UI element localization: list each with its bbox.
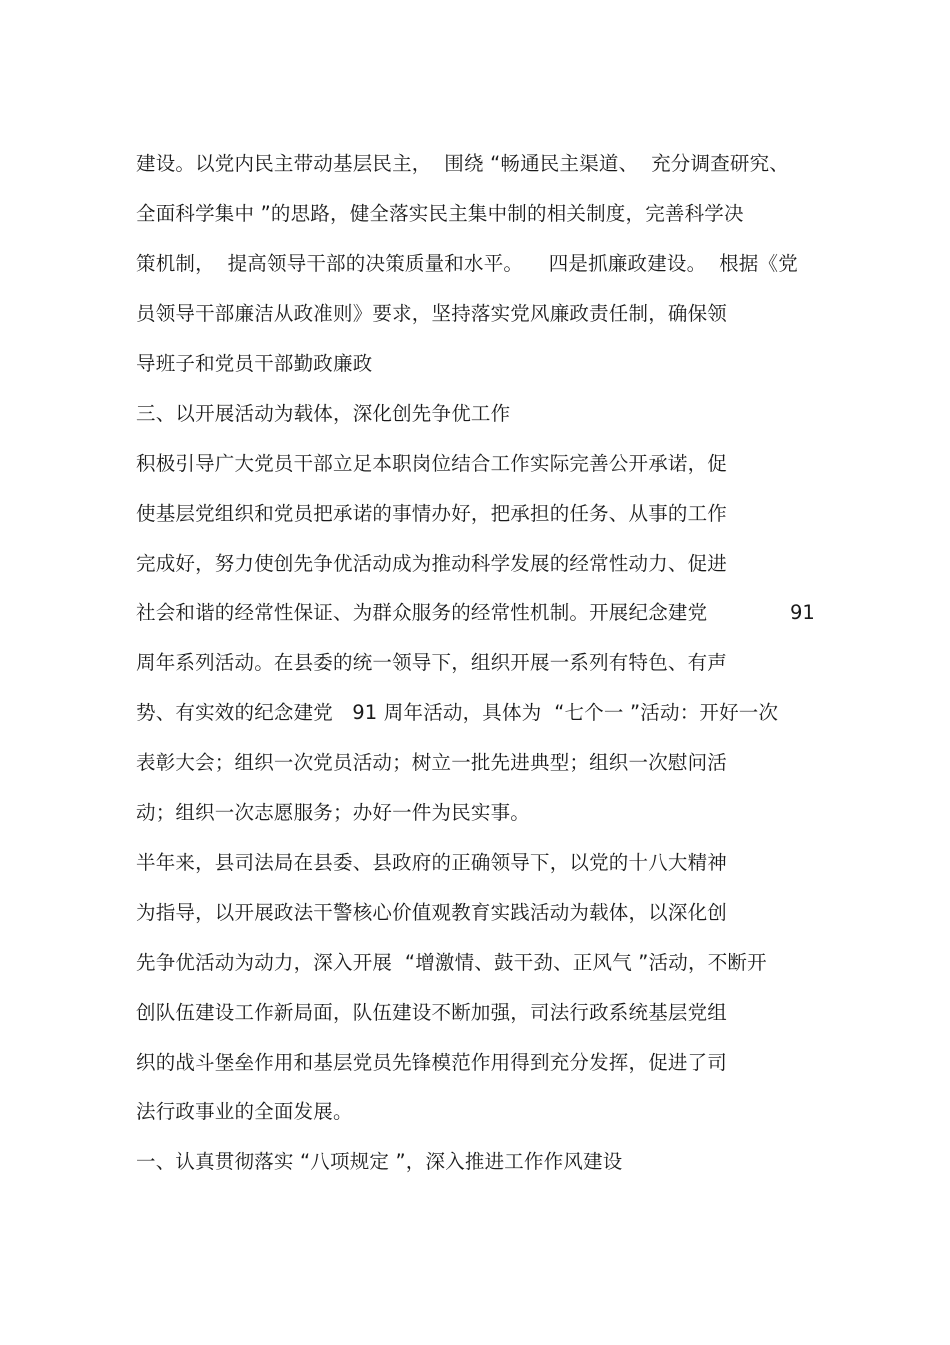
section-heading: 一、认真贯彻落实 “八项规定 ”，深入推进工作作风建设 bbox=[136, 1150, 623, 1173]
text-line: 建设。以党内民主带动基层民主， 围绕 “畅通民主渠道、 充分调查研究、 bbox=[136, 152, 789, 175]
text-line: 策机制， 提高领导干部的决策质量和水平。 四是抓廉政建设。 根据《党 bbox=[136, 252, 798, 275]
text-line: 表彰大会；组织一次党员活动；树立一批先进典型；组织一次慰问活 bbox=[136, 751, 728, 774]
text-line: 员领导干部廉洁从政准则》要求，坚持落实党风廉政责任制，确保领 bbox=[136, 302, 728, 325]
text-line: 完成好，努力使创先争优活动成为推动科学发展的经常性动力、促进 bbox=[136, 552, 728, 575]
text-line: 使基层党组织和党员把承诺的事情办好，把承担的任务、从事的工作 bbox=[136, 502, 728, 525]
text-line: 全面科学集中 ”的思路，健全落实民主集中制的相关制度，完善科学决 bbox=[136, 202, 744, 225]
text-line: 半年来，县司法局在县委、县政府的正确领导下，以党的十八大精神 bbox=[136, 851, 728, 874]
text-line: 法行政事业的全面发展。 bbox=[136, 1100, 353, 1123]
text-line: 创队伍建设工作新局面，队伍建设不断加强，司法行政系统基层党组 bbox=[136, 1001, 728, 1024]
text-line: 社会和谐的经常性保证、为群众服务的经常性机制。开展纪念建党 bbox=[136, 601, 708, 624]
text-line: 先争优活动为动力，深入开展 “增激情、鼓干劲、正风气 ”活动，不断开 bbox=[136, 951, 767, 974]
text-line: 周年系列活动。在县委的统一领导下，组织开展一系列有特色、有声 bbox=[136, 651, 728, 674]
section-heading: 三、以开展活动为载体，深化创先争优工作 bbox=[136, 402, 511, 425]
text-line: 势、有实效的纪念建党 91 周年活动，具体为 “七个一 ”活动：开好一次 bbox=[136, 701, 779, 724]
text-line: 为指导，以开展政法干警核心价值观教育实践活动为载体，以深化创 bbox=[136, 901, 728, 924]
text-line: 织的战斗堡垒作用和基层党员先锋模范作用得到充分发挥，促进了司 bbox=[136, 1051, 728, 1074]
text-line: 导班子和党员干部勤政廉政 bbox=[136, 352, 373, 375]
text-line: 积极引导广大党员干部立足本职岗位结合工作实际完善公开承诺，促 bbox=[136, 452, 728, 475]
trailing-number: 91 bbox=[790, 601, 815, 624]
text-line: 动；组织一次志愿服务；办好一件为民实事。 bbox=[136, 801, 531, 824]
